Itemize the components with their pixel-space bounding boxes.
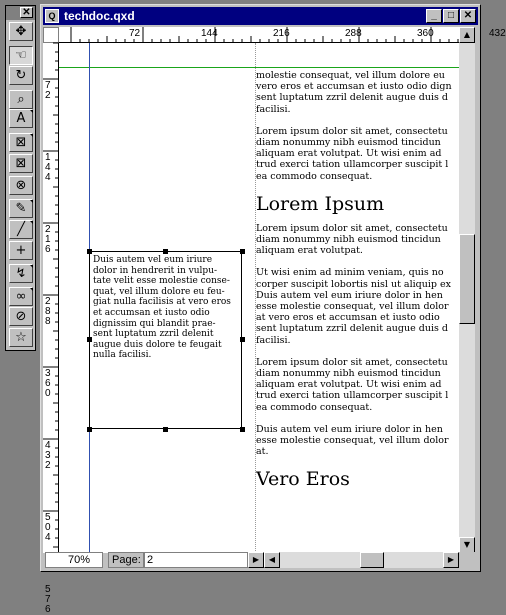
text-box[interactable]: [89, 251, 242, 429]
ruler-label-digit: 3: [45, 368, 51, 379]
text-line: facilisi.: [256, 334, 291, 346]
ruler-label-digit: 6: [45, 378, 51, 389]
resize-handle-right[interactable]: [240, 337, 245, 342]
ruler-label-digit: 4: [45, 532, 51, 543]
unlinking-tool-button[interactable]: [9, 307, 33, 326]
text-line: sent luptatum zzril delenit: [93, 329, 214, 340]
text-line: Lorem ipsum dolor sit amet, consectetu: [256, 222, 448, 234]
content-tool-icon: ☜: [15, 48, 27, 63]
tool-palette: [5, 5, 36, 351]
text-line: Duis autem vel eum iriure: [93, 255, 213, 265]
pasteboard[interactable]: [59, 43, 459, 553]
rotation-tool-icon: ↻: [15, 68, 27, 83]
resize-handle-top[interactable]: [163, 249, 168, 254]
text-line: esse molestie consequat, vel illum dolor: [256, 301, 449, 313]
flyout-indicator: [30, 200, 33, 203]
rectangle-picture-box-tool-button[interactable]: [9, 133, 33, 152]
scroll-up-button[interactable]: ▲: [459, 27, 475, 43]
item-tool-button[interactable]: [9, 22, 33, 41]
ruler-label-digit: 7: [45, 594, 51, 605]
palette-close-button[interactable]: ✕: [20, 7, 33, 18]
text-line: Lorem Ipsum: [256, 192, 385, 215]
ruler-label-digit: 8: [45, 316, 51, 327]
linking-tool-button[interactable]: [9, 287, 33, 306]
text-line: et accumsan et iusto odio: [93, 307, 210, 318]
ruler-label-digit: 6: [45, 244, 51, 255]
maximize-button[interactable]: □: [443, 9, 459, 23]
text-line: aliquam erat volutpat.: [256, 245, 363, 257]
horizontal-ruler-ticks: [59, 27, 459, 43]
text-box-content[interactable]: [93, 255, 241, 361]
paragraph: [256, 424, 466, 458]
flyout-indicator: [30, 134, 33, 137]
text-line: ea commodo consequat.: [256, 170, 373, 182]
page-label: Page:: [108, 552, 144, 568]
ruler-label-digit: 0: [45, 522, 51, 533]
starburst-tool-button[interactable]: [9, 328, 33, 347]
title-bar[interactable]: [43, 7, 478, 25]
ruler-label-digit: 1: [45, 152, 51, 163]
page-menu-button[interactable]: ▶: [248, 552, 264, 568]
paragraph: [256, 267, 466, 345]
flyout-indicator: [30, 265, 33, 268]
horizontal-guide[interactable]: [59, 67, 459, 68]
ruler-label: 144: [201, 28, 218, 39]
scroll-right-button[interactable]: ▶: [443, 552, 459, 568]
text-line: aliquam erat volutpat. Ut wisi enim ad: [256, 379, 442, 391]
text-line: giat nulla facilisis at vero eros: [93, 297, 231, 308]
paragraph: [256, 126, 466, 182]
text-line: Duis autem vel eum iriure dolor in hen: [256, 289, 443, 301]
ruler-label-digit: 0: [45, 388, 51, 399]
text-line: diam nonummy nibh euismod tincidun: [256, 234, 441, 246]
ruler-origin[interactable]: [43, 27, 59, 43]
unlinking-tool-icon: ⊘: [15, 309, 27, 324]
ruler-label-digit: 2: [45, 460, 51, 471]
ruler-label-digit: 4: [45, 440, 51, 451]
horizontal-scrollbar[interactable]: [264, 552, 459, 568]
text-line: sent luptatum zzril delenit augue duis d: [256, 92, 448, 104]
text-line: Lorem ipsum dolor sit amet, consectetu: [256, 356, 448, 368]
text-path-tool-icon: ↯: [15, 266, 27, 281]
document-icon[interactable]: Q: [45, 9, 59, 23]
palette-title-bar[interactable]: [6, 6, 35, 20]
resize-handle-bottom-right[interactable]: [240, 427, 245, 432]
ruler-label-digit: 1: [45, 234, 51, 245]
zoom-field[interactable]: 70%: [45, 552, 103, 568]
resize-handle-bottom-left[interactable]: [87, 427, 92, 432]
page-number-field[interactable]: 2: [144, 552, 248, 568]
bezier-picture-box-tool-icon: ✎: [15, 201, 27, 216]
size-grip[interactable]: [459, 552, 475, 568]
text-line: vero eros et accumsan et iusto odio dign: [256, 81, 452, 93]
vertical-scrollbar[interactable]: [459, 27, 475, 553]
bezier-picture-box-tool-button[interactable]: [9, 199, 33, 218]
resize-handle-top-right[interactable]: [240, 249, 245, 254]
content-tool-button[interactable]: [9, 46, 33, 65]
paragraph: [256, 223, 466, 257]
ruler-label: 216: [273, 28, 290, 39]
starburst-tool-icon: ☆: [15, 330, 27, 345]
horizontal-scroll-thumb[interactable]: [360, 552, 384, 568]
vertical-scroll-thumb[interactable]: [459, 234, 475, 324]
ruler-label: 72: [129, 28, 141, 39]
document-window: [40, 4, 506, 615]
oval-picture-box-tool-button[interactable]: [9, 176, 33, 195]
linking-tool-icon: ∞: [15, 289, 27, 304]
rounded-picture-box-tool-icon: ⊠: [15, 156, 27, 171]
ruler-label-digit: 2: [45, 296, 51, 307]
orthogonal-line-tool-button[interactable]: [9, 241, 33, 260]
text-line: nulla facilisi.: [93, 350, 152, 361]
page[interactable]: [59, 43, 459, 553]
paragraph: [256, 357, 466, 413]
text-box-tool-button[interactable]: [9, 109, 33, 128]
text-line: at vero eros et accumsan et iusto odio: [256, 312, 440, 324]
text-line: diam nonummy nibh euismod tincidun: [256, 137, 441, 149]
text-line: quat, vel illum dolore eu feu-: [93, 286, 225, 297]
ruler-label: 432: [489, 28, 506, 39]
resize-handle-left[interactable]: [87, 337, 92, 342]
zoom-tool-icon: ⌕: [17, 92, 25, 107]
ruler-label-digit: 5: [45, 584, 51, 595]
item-tool-icon: ✥: [15, 24, 27, 39]
text-line: Duis autem vel eum iriure dolor in hen: [256, 423, 443, 435]
paragraph: [256, 70, 466, 115]
scroll-left-button[interactable]: ◀: [264, 552, 280, 568]
text-line: trud exerci tation ullamcorper suscipit l: [256, 159, 449, 171]
text-line: tate velit esse molestie conse-: [93, 276, 230, 287]
ruler-label-digit: 4: [45, 162, 51, 173]
line-tool-button[interactable]: [9, 220, 33, 239]
window-title: techdoc.qxd: [64, 9, 135, 23]
text-line: dignissim qui blandit prae-: [93, 318, 216, 329]
close-button[interactable]: ✕: [460, 9, 476, 23]
text-column[interactable]: [256, 70, 466, 498]
text-line: augue duis dolore te feugait: [93, 339, 222, 350]
rounded-picture-box-tool-button[interactable]: [9, 154, 33, 173]
resize-handle-top-left[interactable]: [87, 249, 92, 254]
text-line: trud exerci tation ullamcorper suscipit l: [256, 390, 449, 402]
flyout-indicator: [30, 288, 33, 291]
text-line: corper suscipit lobortis nisl ut aliquip ex: [256, 278, 451, 290]
text-line: diam nonummy nibh euismod tincidun: [256, 368, 441, 380]
text-path-tool-button[interactable]: [9, 264, 33, 283]
ruler-label: 288: [345, 28, 362, 39]
text-line: dolor in hendrerit in vulpu-: [93, 265, 218, 276]
ruler-label-digit: 4: [45, 172, 51, 183]
orthogonal-line-tool-icon: +: [15, 243, 27, 258]
text-line: molestie consequat, vel illum dolore eu: [256, 70, 445, 81]
text-line: Vero Eros: [256, 468, 350, 491]
text-line: Ut wisi enim ad minim veniam, quis no: [256, 267, 444, 279]
text-line: ea commodo consequat.: [256, 401, 373, 413]
ruler-label-digit: 2: [45, 224, 51, 235]
heading: [256, 468, 466, 490]
oval-picture-box-tool-icon: ⊗: [15, 178, 27, 193]
horizontal-ruler[interactable]: [59, 27, 506, 43]
text-line: sent luptatum zzril delenit augue duis d: [256, 323, 448, 335]
vertical-ruler[interactable]: [43, 43, 59, 615]
ruler-label-digit: 5: [45, 512, 51, 523]
text-line: facilisi.: [256, 103, 291, 115]
ruler-label-digit: 6: [45, 604, 51, 615]
ruler-label-digit: 7: [45, 80, 51, 91]
minimize-button[interactable]: _: [426, 9, 442, 23]
flyout-indicator: [30, 110, 33, 113]
rotation-tool-button[interactable]: [9, 66, 33, 85]
rectangle-picture-box-tool-icon: ⊠: [15, 135, 27, 150]
text-box-tool-icon: A: [16, 111, 26, 126]
scroll-down-button[interactable]: ▼: [459, 537, 475, 553]
flyout-indicator: [30, 221, 33, 224]
resize-handle-bottom[interactable]: [163, 427, 168, 432]
ruler-label-digit: 8: [45, 306, 51, 317]
text-line: Lorem ipsum dolor sit amet, consectetu: [256, 125, 448, 137]
ruler-label: 360: [417, 28, 434, 39]
ruler-label-digit: 3: [45, 450, 51, 461]
line-tool-icon: ╱: [17, 222, 25, 237]
text-line: aliquam erat volutpat. Ut wisi enim ad: [256, 148, 442, 160]
zoom-tool-button[interactable]: [9, 90, 33, 109]
text-line: at.: [256, 446, 269, 458]
text-line: esse molestie consequat, vel illum dolor: [256, 435, 449, 447]
ruler-label-digit: 2: [45, 90, 51, 101]
heading: [256, 193, 466, 215]
